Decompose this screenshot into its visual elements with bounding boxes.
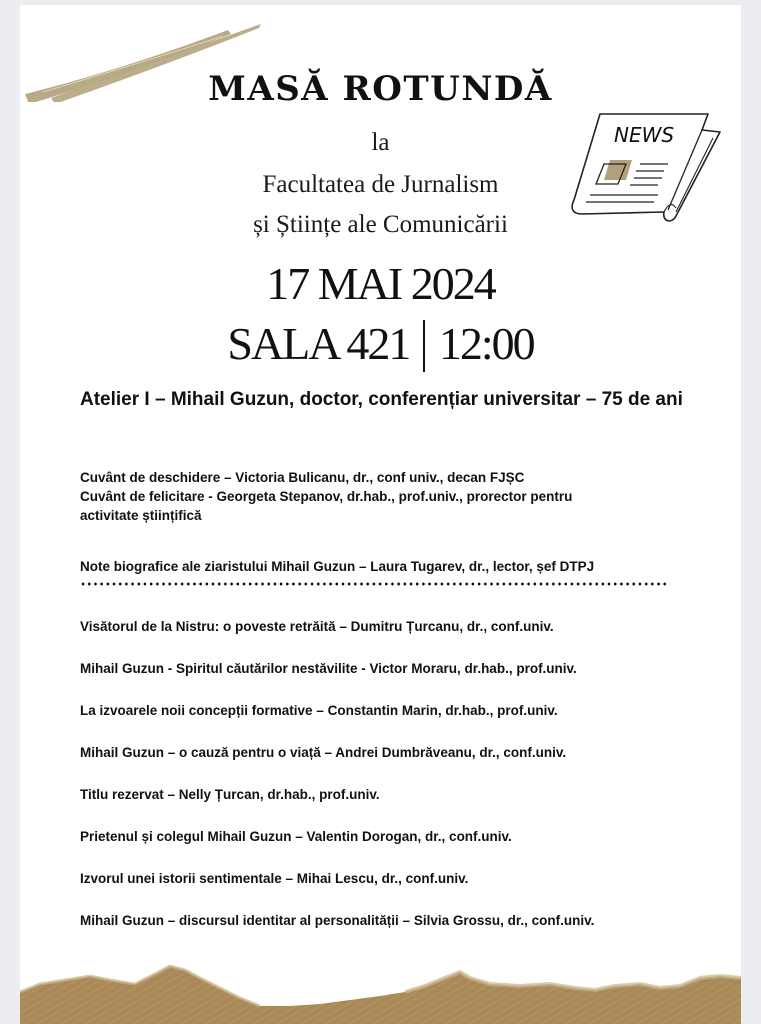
faculty-line-2: și Științe ale Comunicării: [253, 211, 508, 238]
talk-item: Prietenul și colegul Mihail Guzun – Valentin Dorogan, dr., conf.univ.: [80, 829, 512, 844]
news-icon-label: NEWS: [614, 123, 675, 147]
event-room: SALA 421: [227, 318, 410, 369]
talk-item: Mihail Guzun - Spiritul căutărilor nestăvilite - Victor Moraru, dr.hab., prof.univ.: [80, 661, 577, 676]
faculty-line-1: Facultatea de Jurnalism: [262, 171, 499, 198]
talk-item: Mihail Guzun – discursul identitar al personalității – Silvia Grossu, dr., conf.univ.: [80, 913, 595, 928]
biographical-notes: Note biografice ale ziaristului Mihail Guzun – Laura Tugarev, dr., lector, șef DTPJ: [80, 559, 595, 574]
talk-item: Titlu rezervat – Nelly Țurcan, dr.hab., prof.univ.: [80, 787, 380, 802]
event-date: 17 MAI 2024: [266, 258, 495, 309]
dotted-separator: [80, 582, 666, 586]
talk-item: Visătorul de la Nistru: o poveste retrăită – Dumitru Țurcanu, dr., conf.univ.: [80, 619, 554, 634]
talk-item: Izvorul unei istorii sentimentale – Mihai Lescu, dr., conf.univ.: [80, 871, 469, 886]
event-room-time: [20, 317, 741, 374]
event-time: 12:00: [438, 318, 534, 369]
opening-speech: Cuvânt de deschidere – Victoria Bulicanu, dr., conf univ., decan FJȘC: [80, 470, 525, 485]
atelier-heading: Atelier I – Mihail Guzun, doctor, conferențiar universitar – 75 de ani: [80, 389, 683, 410]
poster-page: [20, 5, 741, 1024]
greeting-speech-line-1: Cuvânt de felicitare - Georgeta Stepanov, dr.hab., prof.univ., prorector pentru: [80, 489, 573, 504]
intro-section: [80, 468, 680, 525]
talk-item: La izvoarele noii concepții formative – Constantin Marin, dr.hab., prof.univ.: [80, 703, 558, 718]
event-title: MASĂ ROTUNDĂ: [208, 69, 553, 109]
greeting-speech-line-2: activitate științifică: [80, 508, 202, 523]
preposition-text: la: [371, 129, 390, 156]
torn-paper-decoration: [20, 964, 741, 1024]
vertical-divider: [423, 320, 425, 372]
talk-item: Mihail Guzun – o cauză pentru o viață – Andrei Dumbrăveanu, dr., conf.univ.: [80, 745, 567, 760]
talks-list: [80, 617, 720, 953]
newspaper-icon: [568, 108, 728, 223]
